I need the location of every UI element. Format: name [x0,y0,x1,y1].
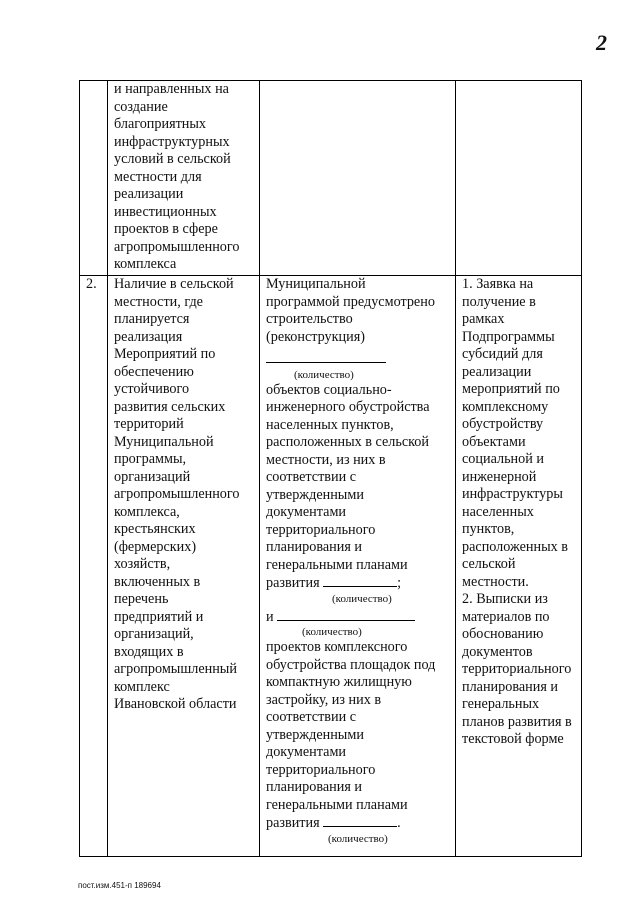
blank-line [266,348,386,363]
and-label: и [266,608,274,625]
table-row [80,276,582,857]
semicolon: ; [397,575,402,591]
criterion-text-2: объектов социально- инженерного обустройства населенных пунктов, расположенных в сельской местности, из них в соответствии с утвержденными документами территориального планирования и генеральными планами [266,381,430,573]
quantity-note: (количество) [332,592,392,605]
blank-line [323,574,397,587]
quantity-note: (количество) [328,832,388,845]
page-number: 2 [596,30,607,55]
documents-cell [456,81,582,276]
row-number-cell [80,81,108,276]
table-row [80,81,582,276]
condition-cell: Наличие в сельской местности, где планируется реализация Мероприятий по обеспечению устойчивого развития сельских территорий Муниципальной программы, организаций агропромышленного комплекса, крестьянских (фермерских) хозяйств, включенных в перечень предприятий и организаций, входящих в агропромышленный комплекс Ивановской области [108,276,260,857]
footer-reference: пост.изм.451-п 189694 [78,881,161,890]
documents-cell: 1. Заявка на получение в рамках Подпрограммы субсидий для реализации мероприятий по комплексному обустройству объектами социальной и инженерной инфраструктуры населенных пунктов, расположенных в сельской местности. 2. Выписки из материалов по обоснованию документов территориального планирования и генеральных планов развития в текстовой форме [456,276,582,857]
condition-cell: и направленных на создание благоприятных инфраструктурных условий в сельской местности для реализации инвестиционных проектов в сфере агропромышленного комплекса [108,81,260,276]
development-label: развития [266,815,320,831]
criterion-cell [260,81,456,276]
criteria-table [79,80,582,857]
quantity-note: (количество) [302,626,362,638]
criterion-text-3: проектов комплексного обустройства площадок под компактную жилищную застройку, из них в соответствии с утвержденными документами территориального планирования и генеральными планами [266,639,436,813]
development-label: развития [266,575,320,591]
blank-line [323,814,397,827]
blank-line [277,608,415,621]
criterion-text-1: Муниципальной программой предусмотрено строительство (реконструкция) [266,276,435,345]
quantity-note: (количество) [294,368,354,381]
criterion-cell [260,276,456,857]
period: . [397,815,401,831]
row-number-cell: 2. [80,276,108,857]
